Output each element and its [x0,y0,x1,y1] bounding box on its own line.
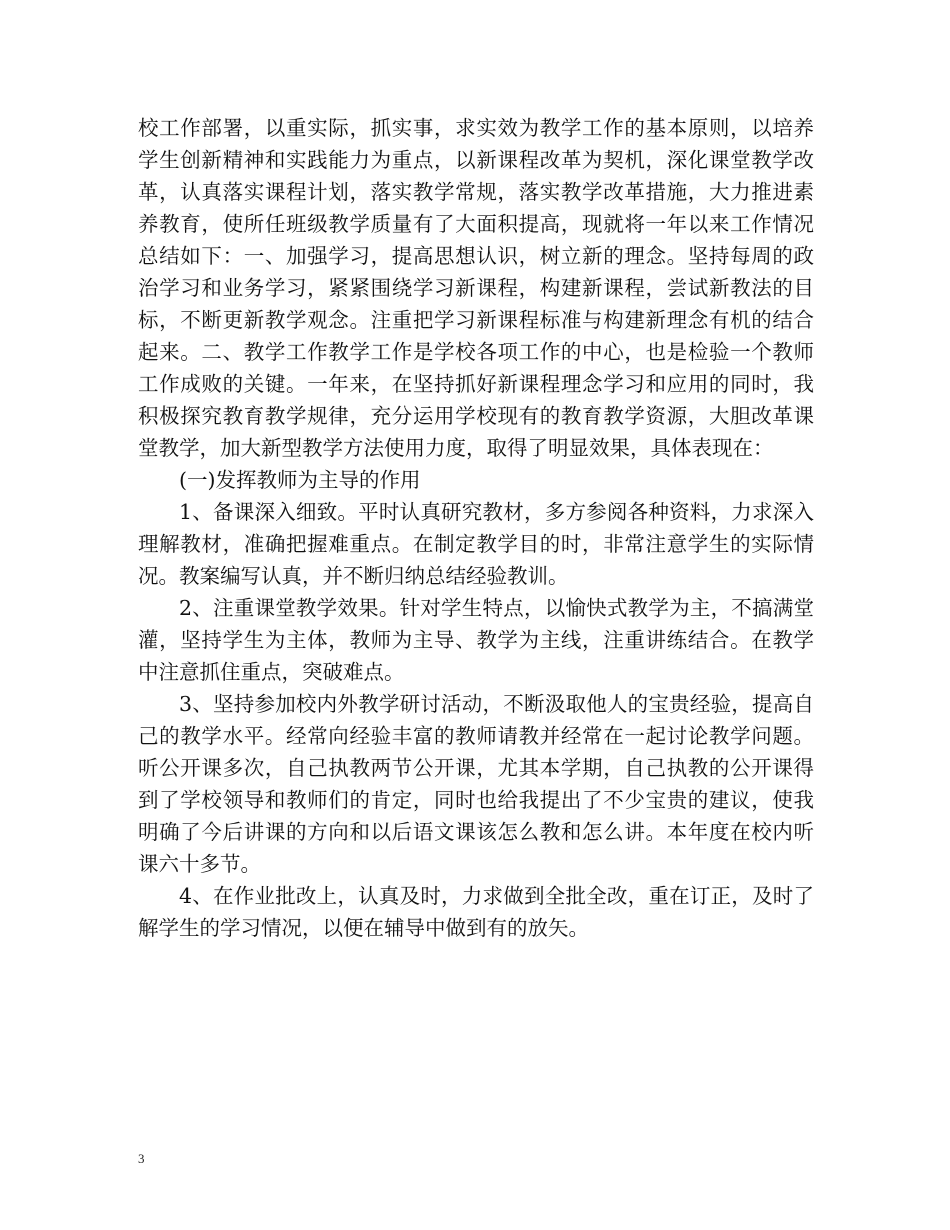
paragraph-summary-intro: 校工作部署，以重实际，抓实事，求实效为教学工作的基本原则，以培养学生创新精神和实践能力为重点，以新课程改革为契机，深化课堂教学改革，认真落实课程计划，落实教学常规，落实教学改革措施，大力推进素养教育，使所任班级教学质量有了大面积提高，现就将一年以来工作情况总结如下：一、加强学习，提高思想认识，树立新的理念。坚持每周的政治学习和业务学习，紧紧围绕学习新课程，构建新课程，尝试新教法的目标，不断更新教学观念。注重把学习新课程标准与构建新理念有机的结合起来。二、教学工作教学工作是学校各项工作的中心，也是检验一个教师工作成败的关键。一年来，在坚持抓好新课程理念学习和应用的同时，我积极探究教育教学规律，充分运用学校现有的教育教学资源，大胆改革课堂教学，加大新型教学方法使用力度，取得了明显效果，具体表现在： [138,116,814,460]
paragraph-section-heading: (一)发挥教师为主导的作用 [179,468,421,492]
paragraph-item-3: 3、坚持参加校内外教学研讨活动，不断汲取他人的宝贵经验，提高自己的教学水平。经常向经验丰富的教师请教并经常在一起讨论教学问题。听公开课多次，自己执教两节公开课，尤其本学期，自己执教的公开课得到了学校领导和教师们的肯定，同时也给我提出了不少宝贵的建议，使我明确了今后讲课的方向和以后语文课该怎么教和怎么讲。本年度在校内听课六十多节。 [138,692,814,876]
paragraph-item-4: 4、在作业批改上，认真及时，力求做到全批全改，重在订正，及时了解学生的学习情况，以便在辅导中做到有的放矢。 [138,884,814,940]
page-number: 3 [138,1151,145,1166]
paragraph-item-2: 2、注重课堂教学效果。针对学生特点，以愉快式教学为主，不搞满堂灌，坚持学生为主体，教师为主导、教学为主线，注重讲练结合。在教学中注意抓住重点，突破难点。 [138,596,814,684]
paragraph-item-1: 1、备课深入细致。平时认真研究教材，多方参阅各种资料，力求深入理解教材，准确把握难重点。在制定教学目的时，非常注意学生的实际情况。教案编写认真，并不断归纳总结经验教训。 [138,500,814,588]
document-body [138,112,814,944]
